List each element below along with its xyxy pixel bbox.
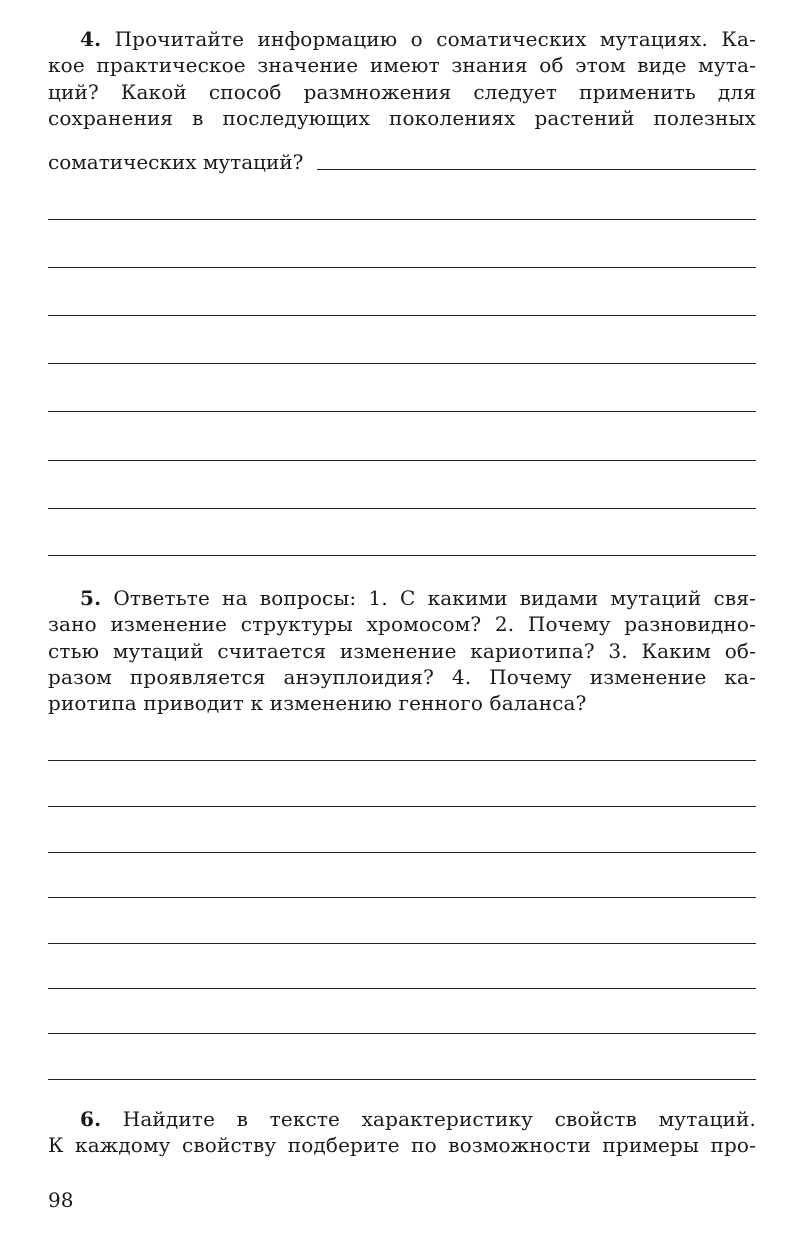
- answer-line[interactable]: [48, 363, 756, 364]
- task-5-line-4: разом проявляется анэуплоидия? 4. Почему изменение ка-: [48, 664, 756, 689]
- answer-line[interactable]: [48, 219, 756, 220]
- task-6-line-1: 6. Найдите в тексте характеристику свойств мутаций.: [80, 1107, 756, 1131]
- task-5-line-5: риотипа приводит к изменению генного баланса?: [48, 691, 587, 716]
- task-4-number: 4.: [80, 27, 102, 51]
- task-5-line-1: 5. Ответьте на вопросы: 1. С какими видами мутаций свя-: [80, 586, 756, 610]
- task-5-line-3: стью мутаций считается изменение кариотипа? 3. Каким об-: [48, 638, 756, 663]
- answer-line[interactable]: [48, 411, 756, 412]
- task-6-text: [48, 1106, 756, 1159]
- answer-line[interactable]: [48, 1079, 756, 1080]
- task-4-line-2: кое практическое значение имеют знания об этом виде мута-: [48, 53, 756, 78]
- task-4-line-4: сохранения в последующих поколениях растений полезных: [48, 105, 756, 130]
- task-5-number: 5.: [80, 586, 102, 610]
- page-number: 98: [48, 1188, 74, 1212]
- task-5-text: [48, 585, 756, 716]
- answer-line[interactable]: [48, 555, 756, 556]
- task-4-last-line-row: [48, 150, 756, 174]
- answer-line[interactable]: [48, 943, 756, 944]
- answer-line[interactable]: [317, 157, 756, 170]
- task-4-last-line: соматических мутаций?: [48, 150, 304, 174]
- answer-line[interactable]: [48, 988, 756, 989]
- answer-line[interactable]: [48, 760, 756, 761]
- answer-line[interactable]: [48, 806, 756, 807]
- answer-line[interactable]: [48, 460, 756, 461]
- answer-line[interactable]: [48, 315, 756, 316]
- task-4-text: [48, 26, 756, 131]
- answer-line[interactable]: [48, 1033, 756, 1034]
- answer-line[interactable]: [48, 267, 756, 268]
- answer-line[interactable]: [48, 897, 756, 898]
- task-6-number: 6.: [80, 1107, 102, 1131]
- answer-line[interactable]: [48, 852, 756, 853]
- task-5-line-2: зано изменение структуры хромосом? 2. Почему разновидно-: [48, 612, 756, 637]
- answer-line[interactable]: [48, 508, 756, 509]
- task-4-line-1: 4. Прочитайте информацию о соматических мутациях. Ка-: [80, 27, 756, 51]
- task-6-line-2: К каждому свойству подберите по возможности примеры про-: [48, 1133, 756, 1158]
- task-4-line-3: ций? Какой способ размножения следует применить для: [48, 79, 756, 104]
